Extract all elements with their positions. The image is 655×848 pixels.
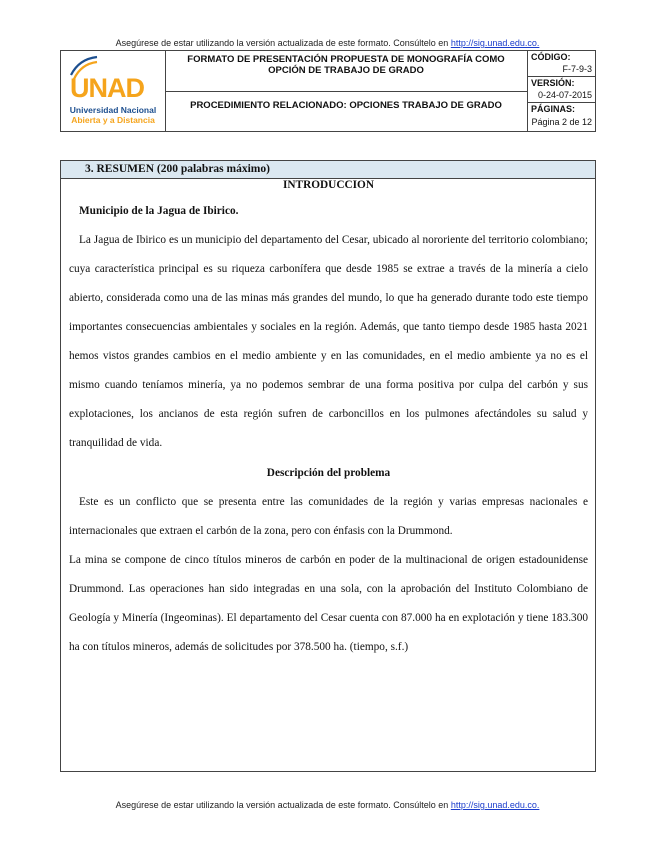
paginas-row [528,103,596,131]
paginas-label: PÁGINAS: [531,104,576,114]
title-cell [165,51,528,131]
problem-paragraphs [69,488,588,662]
section-title: 3. RESUMEN (200 palabras máximo) [61,161,595,179]
codigo-row [528,51,596,77]
section-content [69,178,588,662]
bottom-notice-link[interactable]: http://sig.unad.edu.co. [450,800,540,810]
bottom-version-notice [0,800,655,810]
top-notice-link[interactable]: http://sig.unad.edu.co. [450,38,540,48]
version-label: VERSIÓN: [531,78,575,88]
problem-heading: Descripción del problema [266,467,391,479]
version-value: 0-24-07-2015 [537,90,592,100]
procedure-title-cell [165,92,527,131]
codigo-value: F-7-9-3 [562,64,592,74]
logo-line-1: Universidad Nacional [69,105,157,115]
intro-paragraph [69,226,588,458]
procedure-title: PROCEDIMIENTO RELACIONADO: OPCIONES TRABAJO DE GRADO [190,100,502,111]
codigo-label: CÓDIGO: [531,52,571,62]
format-title: FORMATO DE PRESENTACIÓN PROPUESTA DE MONOGRAFÍA COMO OPCIÓN DE TRABAJO DE GRADO [187,54,505,76]
logo-cell [61,51,166,131]
intro-heading: INTRODUCCION [282,179,374,191]
meta-cell [528,51,596,131]
version-row [528,77,596,103]
problem-paragraph-2: La mina se compone de cinco títulos mineros de carbón en poder de la multinacional de origen estadounidense Drummond. Las operaciones han sido integradas en una sola, con la aprobación del Instituto Colombiano de Geología y Minería (Ingeominas). El departamento del Cesar cuenta con 87.000 ha en explotación y tiene 183.300 ha con títulos mineros, además de solicitudes por 378.500 ha. (tiempo, s.f.) [69,554,588,653]
logo-line-2: Abierta y a Distancia [71,115,155,125]
format-title-cell [165,51,527,92]
top-version-notice [0,38,655,48]
top-notice-text: Asegúrese de estar utilizando la versión actualizada de este formato. Consúltelo en [115,38,449,48]
bottom-notice-text: Asegúrese de estar utilizando la versión actualizada de este formato. Consúltelo en [115,800,449,810]
intro-paragraph-text: La Jagua de Ibirico es un municipio del departamento del Cesar, ubicado al nororiente del territorio colombiano; cuya característica principal es su riqueza carbonífera que desde 1985 se extrae a través de la minería a cielo abierto, considerada como una de las minas más grandes del mundo, lo que ha generado durante todo este tiempo importantes consecuencias ambientales y sociales en la región. Además, que tanto tiempo desde 1985 hasta 2021 hemos vistos grandes cambios en el medio ambiente y en las comunidades, en el medio ambiente ya no es el mismo cuando teníamos minería, ya no podemos sembrar de una forma positiva por culpa del carbón y sus explotaciones, los ancianos de esta región sufren de carboncillos en los pulmones afectándoles su salud y tranquilidad de vida. [69,234,588,449]
resumen-section [60,160,596,772]
unad-logo [61,51,165,131]
municipio-heading: Municipio de la Jagua de Ibirico. [79,205,239,217]
paginas-value: Página 2 de 12 [531,117,592,127]
logo-brand: UNAD [70,73,144,103]
problem-paragraph-1: Este es un conflicto que se presenta entre las comunidades de la región y varias empresas nacionales e internacionales que extraen el carbón de la zona, pero con énfasis con la Drummond. [69,496,588,537]
document-header [60,50,596,132]
